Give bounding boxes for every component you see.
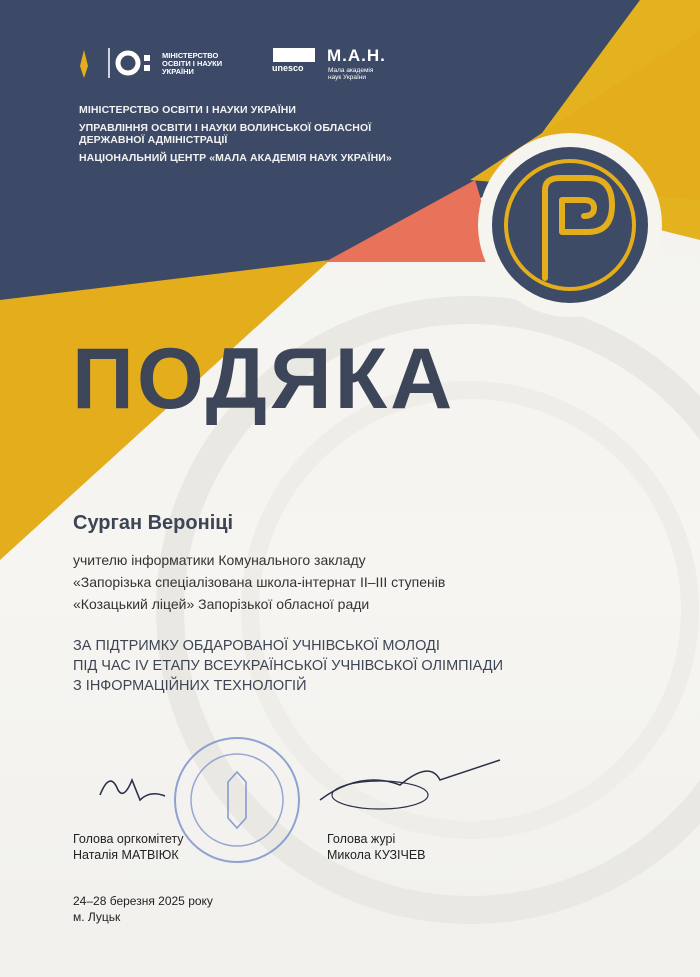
event-dates: 24–28 березня 2025 року — [73, 894, 213, 908]
description-line1: учителю інформатики Комунального закладу — [73, 552, 366, 568]
description-line2: «Запорізька спеціалізована школа-інтернат ІІ–ІІІ ступенів — [73, 574, 446, 590]
man-logo-sub2: наук України — [328, 74, 366, 81]
merit-line2: ПІД ЧАС IV ЕТАПУ ВСЕУКРАЇНСЬКОЇ УЧНІВСЬКОЇ ОЛІМПІАДИ — [73, 658, 503, 674]
header-ministry: МІНІСТЕРСТВО ОСВІТИ І НАУКИ УКРАЇНИ — [79, 104, 297, 116]
emblem-inner — [492, 147, 648, 303]
ministry-logo-line1: МІНІСТЕРСТВО — [162, 51, 219, 60]
description-line3: «Козацький ліцей» Запорізької обласної ради — [73, 596, 370, 612]
merit-line1: ЗА ПІДТРИМКУ ОБДАРОВАНОЇ УЧНІВСЬКОЇ МОЛОДІ — [73, 638, 440, 654]
man-logo-subtitle — [328, 67, 373, 81]
header-department-line2: ДЕРЖАВНОЇ АДМІНІСТРАЦІЇ — [79, 134, 228, 146]
man-logo-text: М.А.Н. — [327, 46, 386, 65]
unesco-logo-text: unesco — [272, 63, 304, 73]
left-signature — [100, 780, 165, 800]
ministry-logo-square-1 — [144, 55, 150, 61]
ministry-logo-square-2 — [144, 65, 150, 71]
logo-divider — [108, 48, 110, 78]
event-city: м. Луцьк — [73, 910, 121, 924]
man-logo-sub1: Мала академія — [328, 67, 374, 74]
ministry-logo-line2: ОСВІТИ І НАУКИ — [162, 59, 223, 68]
merit-line3: З ІНФОРМАЦІЙНИХ ТЕХНОЛОГІЙ — [73, 678, 307, 694]
header-department-line1: УПРАВЛІННЯ ОСВІТИ І НАУКИ ВОЛИНСЬКОЇ ОБЛАСНОЇ — [79, 122, 372, 134]
right-signatory-role: Голова журі — [327, 832, 396, 846]
left-signatory-name: Наталія МАТВІЮК — [73, 848, 179, 862]
header-center: НАЦІОНАЛЬНИЙ ЦЕНТР «МАЛА АКАДЕМІЯ НАУК УКРАЇНИ» — [79, 152, 392, 164]
right-signatory-name: Микола КУЗІЧЕВ — [327, 848, 426, 862]
certificate-title: ПОДЯКА — [72, 331, 456, 427]
ministry-logo-line3: УКРАЇНИ — [162, 67, 194, 76]
unesco-temple-icon — [273, 48, 315, 62]
left-signatory-role: Голова оргкомітету — [73, 832, 184, 846]
ministry-logo-text — [162, 52, 222, 76]
recipient-name: Сурган Вероніці — [73, 512, 234, 534]
